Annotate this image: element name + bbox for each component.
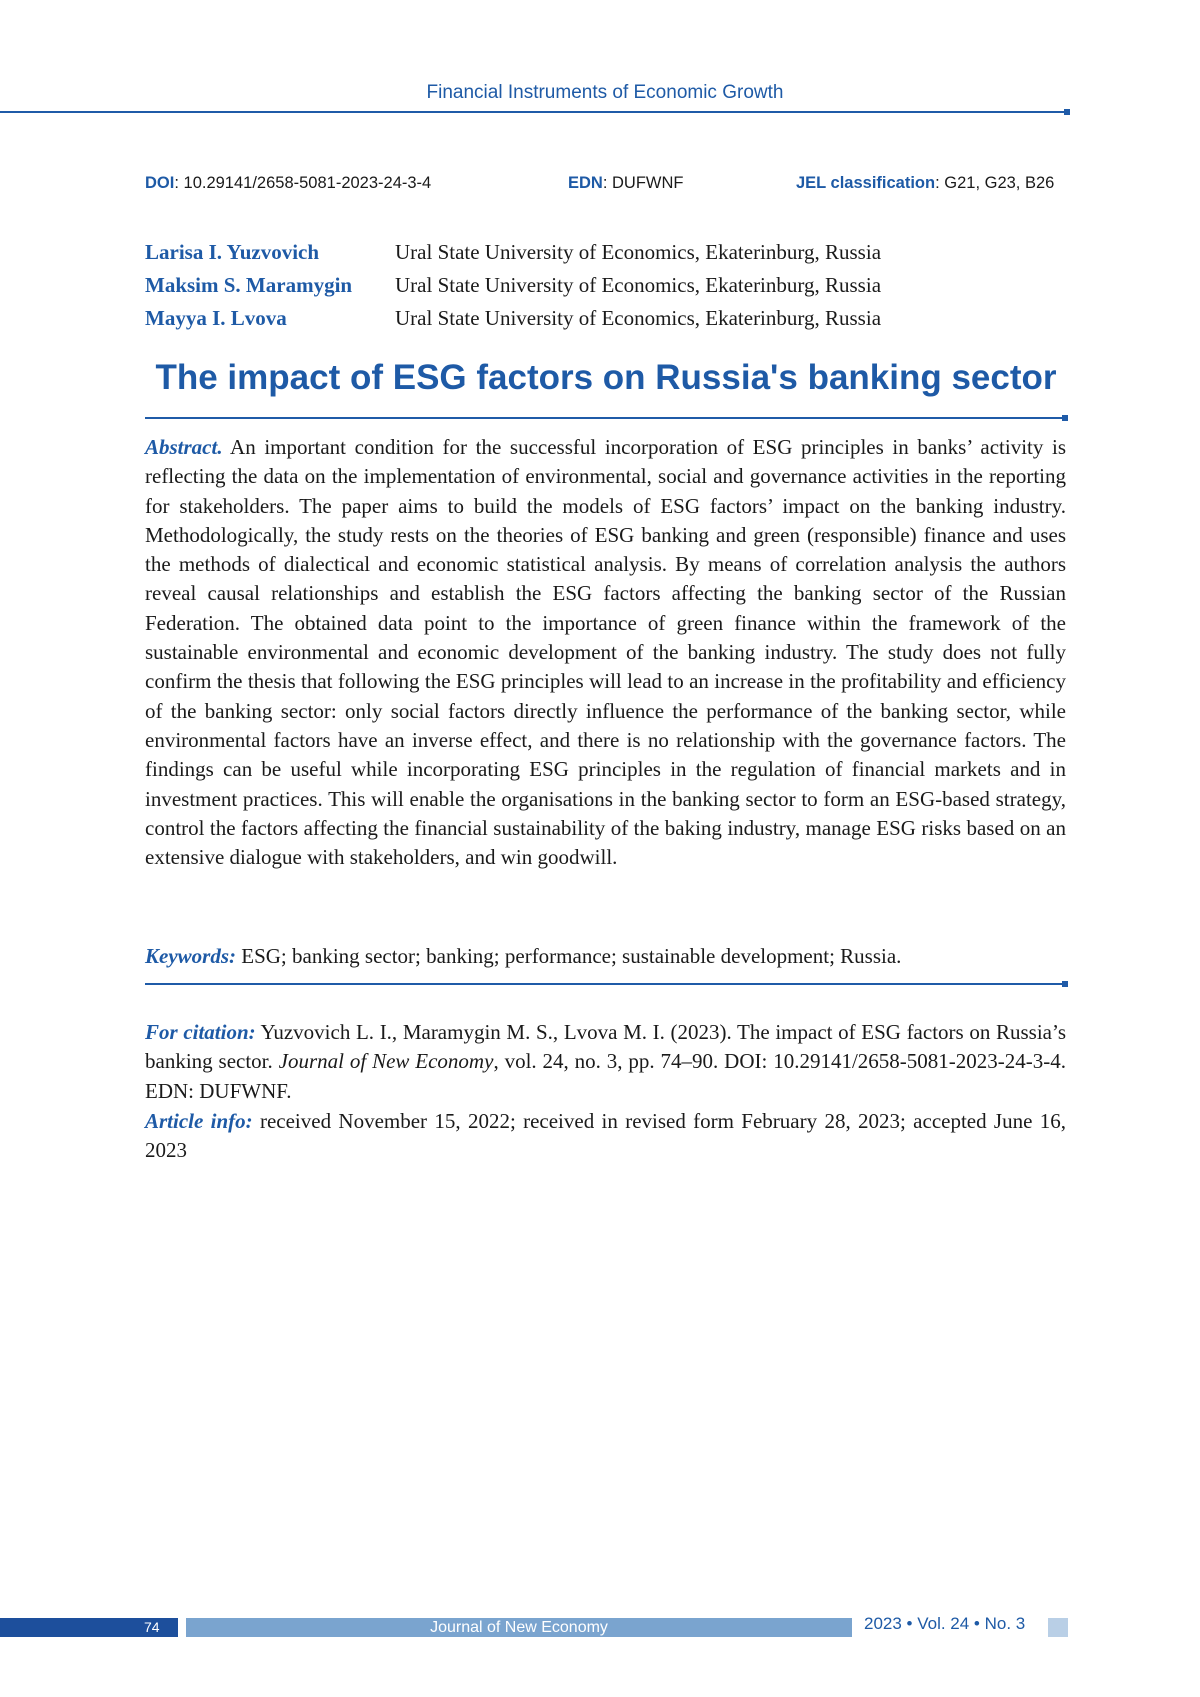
edn-line	[568, 174, 684, 193]
citation-label: For citation:	[145, 1020, 256, 1044]
author-affiliation: Ural State University of Economics, Ekaterinburg, Russia	[395, 240, 881, 265]
abstract-text: An important condition for the successful incorporation of ESG principles in banks’ activity is reflecting the data on the implementation of environmental, social and governance activities in the reporting for stakeholders. The paper aims to build the models of ESG factors’ impact on the banking industry. Methodologically, the study rests on the theories of ESG banking and green (responsible) finance and uses the methods of dialectical and economic statistical analysis. By means of correlation analysis the authors reveal causal relationships and establish the ESG factors affecting the banking sector of the Russian Federation. The obtained data point to the importance of green finance within the framework of the sustainable environmental and economic development of the banking industry. The study does not fully confirm the thesis that following the ESG principles will lead to an increase in the profitability and efficiency of the banking sector: only social factors directly influence the performance of the banking sector, while environmental factors have an inverse effect, and there is no relationship with the governance factors. The findings can be useful while incorporating ESG principles in the regulation of financial markets and in investment practices. This will enable the organisations in the banking sector to form an ESG-based strategy, control the factors affecting the financial sustainability of the baking industry, manage ESG risks based on an extensive dialogue with stakeholders, and win goodwill.	[145, 435, 1066, 869]
article-info-text: received November 15, 2022; received in revised form February 28, 2023; accepted June 16, 2023	[145, 1109, 1066, 1162]
keywords-rule	[145, 983, 1066, 985]
keywords-text: ESG; banking sector; banking; performance; sustainable development; Russia.	[236, 944, 901, 968]
citation-journal: Journal of New Economy	[279, 1049, 494, 1073]
title-rule	[145, 417, 1066, 419]
author-name: Maksim S. Maramygin	[145, 273, 352, 298]
article-title: The impact of ESG factors on Russia's banking sector	[0, 358, 1200, 398]
jel-value: : G21, G23, B26	[935, 174, 1054, 192]
running-header: Financial Instruments of Economic Growth	[0, 82, 1200, 104]
doi-label: DOI	[145, 174, 174, 192]
article-info	[145, 1107, 1066, 1166]
article-info-label: Article info:	[145, 1109, 253, 1133]
author-affiliation: Ural State University of Economics, Ekaterinburg, Russia	[395, 306, 881, 331]
edn-label: EDN	[568, 174, 603, 192]
citation-text-end: , vol. 24, no. 3, pp. 74–90. DOI: 10.29141/2658-5081-2023-24-3-4. EDN: DUFWNF.	[145, 1049, 1066, 1102]
footer-issue: 2023 • Vol. 24 • No. 3	[864, 1614, 1025, 1634]
header-rule	[0, 111, 1068, 113]
author-name: Larisa I. Yuzvovich	[145, 240, 319, 265]
edn-value: : DUFWNF	[603, 174, 684, 192]
doi-value: : 10.29141/2658-5081-2023-24-3-4	[174, 174, 431, 192]
footer-square	[1048, 1618, 1068, 1637]
citation-text: Yuzvovich L. I., Maramygin M. S., Lvova M. I. (2023). The impact of ESG factors on Russia’s banking sector.	[145, 1020, 1066, 1073]
citation	[145, 1018, 1066, 1106]
author-affiliation: Ural State University of Economics, Ekaterinburg, Russia	[395, 273, 881, 298]
jel-label: JEL classification	[796, 174, 935, 192]
jel-line	[796, 174, 1054, 193]
footer-journal: Journal of New Economy	[186, 1618, 852, 1637]
author-name: Mayya I. Lvova	[145, 306, 287, 331]
abstract-label: Abstract.	[145, 435, 223, 459]
page-number: 74	[144, 1618, 174, 1637]
doi-line	[145, 174, 431, 193]
keywords-label: Keywords:	[145, 944, 236, 968]
keywords	[145, 942, 1066, 971]
abstract	[145, 433, 1066, 872]
